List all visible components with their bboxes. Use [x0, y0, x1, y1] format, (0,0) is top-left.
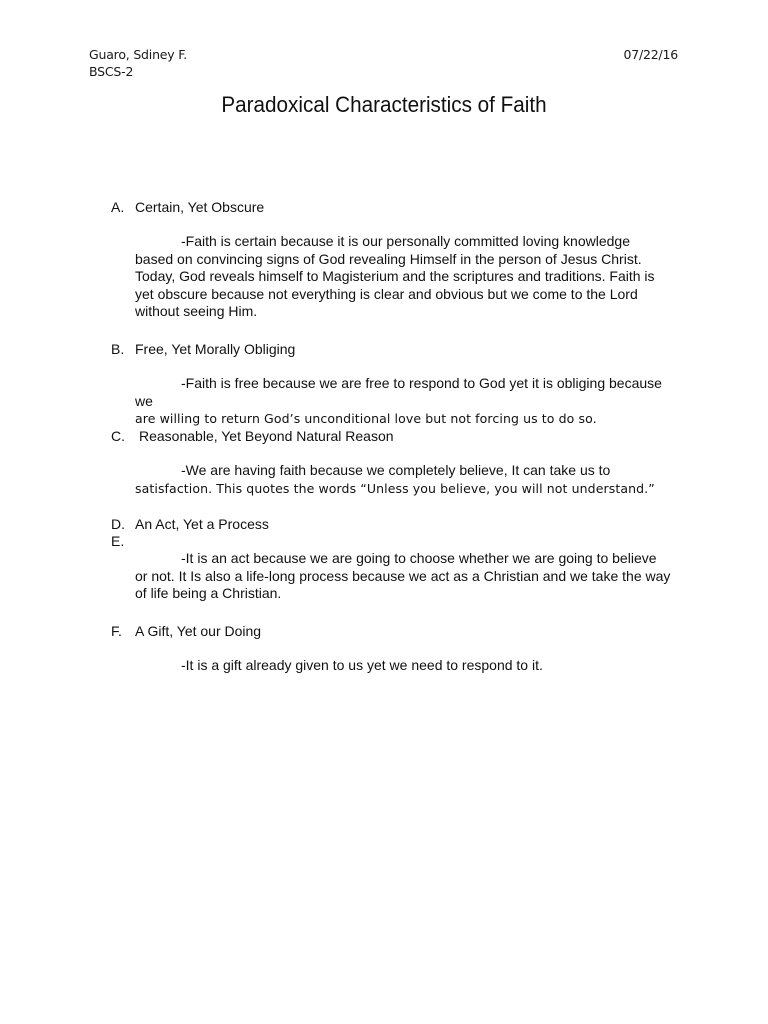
- list-marker: D.: [111, 516, 125, 532]
- section-heading: [111, 341, 671, 358]
- body-line: -We are having faith because we completely believe, It can take us to: [181, 462, 611, 478]
- list-marker: A.: [111, 199, 125, 215]
- body-line: -Faith is free because we are free to respond to God yet it is obliging because we: [135, 375, 662, 409]
- heading-text: An Act, Yet a Process: [135, 516, 269, 532]
- section-body: [135, 375, 671, 428]
- list-marker: B.: [111, 341, 125, 357]
- section-heading: [111, 199, 671, 216]
- section-body: -It is an act because we are going to choose whether we are going to believe or not. It Is also a life-long process because we act as a Christian and we take the way of life being a Christian.: [135, 550, 671, 601]
- section-c: [111, 428, 671, 497]
- section-d: [111, 516, 671, 603]
- document-title: Paradoxical Characteristics of Faith: [221, 92, 547, 117]
- section-f: [111, 623, 671, 675]
- section-heading: [111, 428, 671, 445]
- list-marker-empty: E.: [111, 533, 125, 549]
- section-body: [135, 462, 671, 497]
- section-body: -Faith is certain because it is our personally committed loving knowledge based on convincing signs of God revealing Himself in the person of Jesus Christ. Today, God reveals himself to Magisterium and the scriptures and traditions. Faith is yet obscure because not everything is clear and obvious but we come to the Lord without seeing Him.: [135, 233, 655, 319]
- author-name: Guaro, Sdiney F.: [89, 47, 188, 62]
- heading-text: A Gift, Yet our Doing: [135, 623, 262, 639]
- body-line: satisfaction. This quotes the words “Unless you believe, you will not understand.”: [135, 480, 655, 496]
- section-body: -It is a gift already given to us yet we need to respond to it.: [181, 657, 543, 673]
- heading-text: Reasonable, Yet Beyond Natural Reason: [139, 428, 394, 444]
- course-label: BSCS-2: [89, 64, 134, 79]
- section-heading: [111, 516, 671, 533]
- list-marker: C.: [111, 428, 125, 444]
- heading-text: Certain, Yet Obscure: [135, 199, 265, 215]
- body-line: are willing to return God’s unconditional love but not forcing us to do so.: [135, 411, 597, 426]
- section-heading: [111, 623, 671, 640]
- section-a: [111, 199, 671, 321]
- document-date: 07/22/16: [623, 47, 678, 62]
- section-b: [111, 341, 671, 428]
- heading-text: Free, Yet Morally Obliging: [135, 341, 296, 357]
- list-marker: F.: [111, 623, 122, 639]
